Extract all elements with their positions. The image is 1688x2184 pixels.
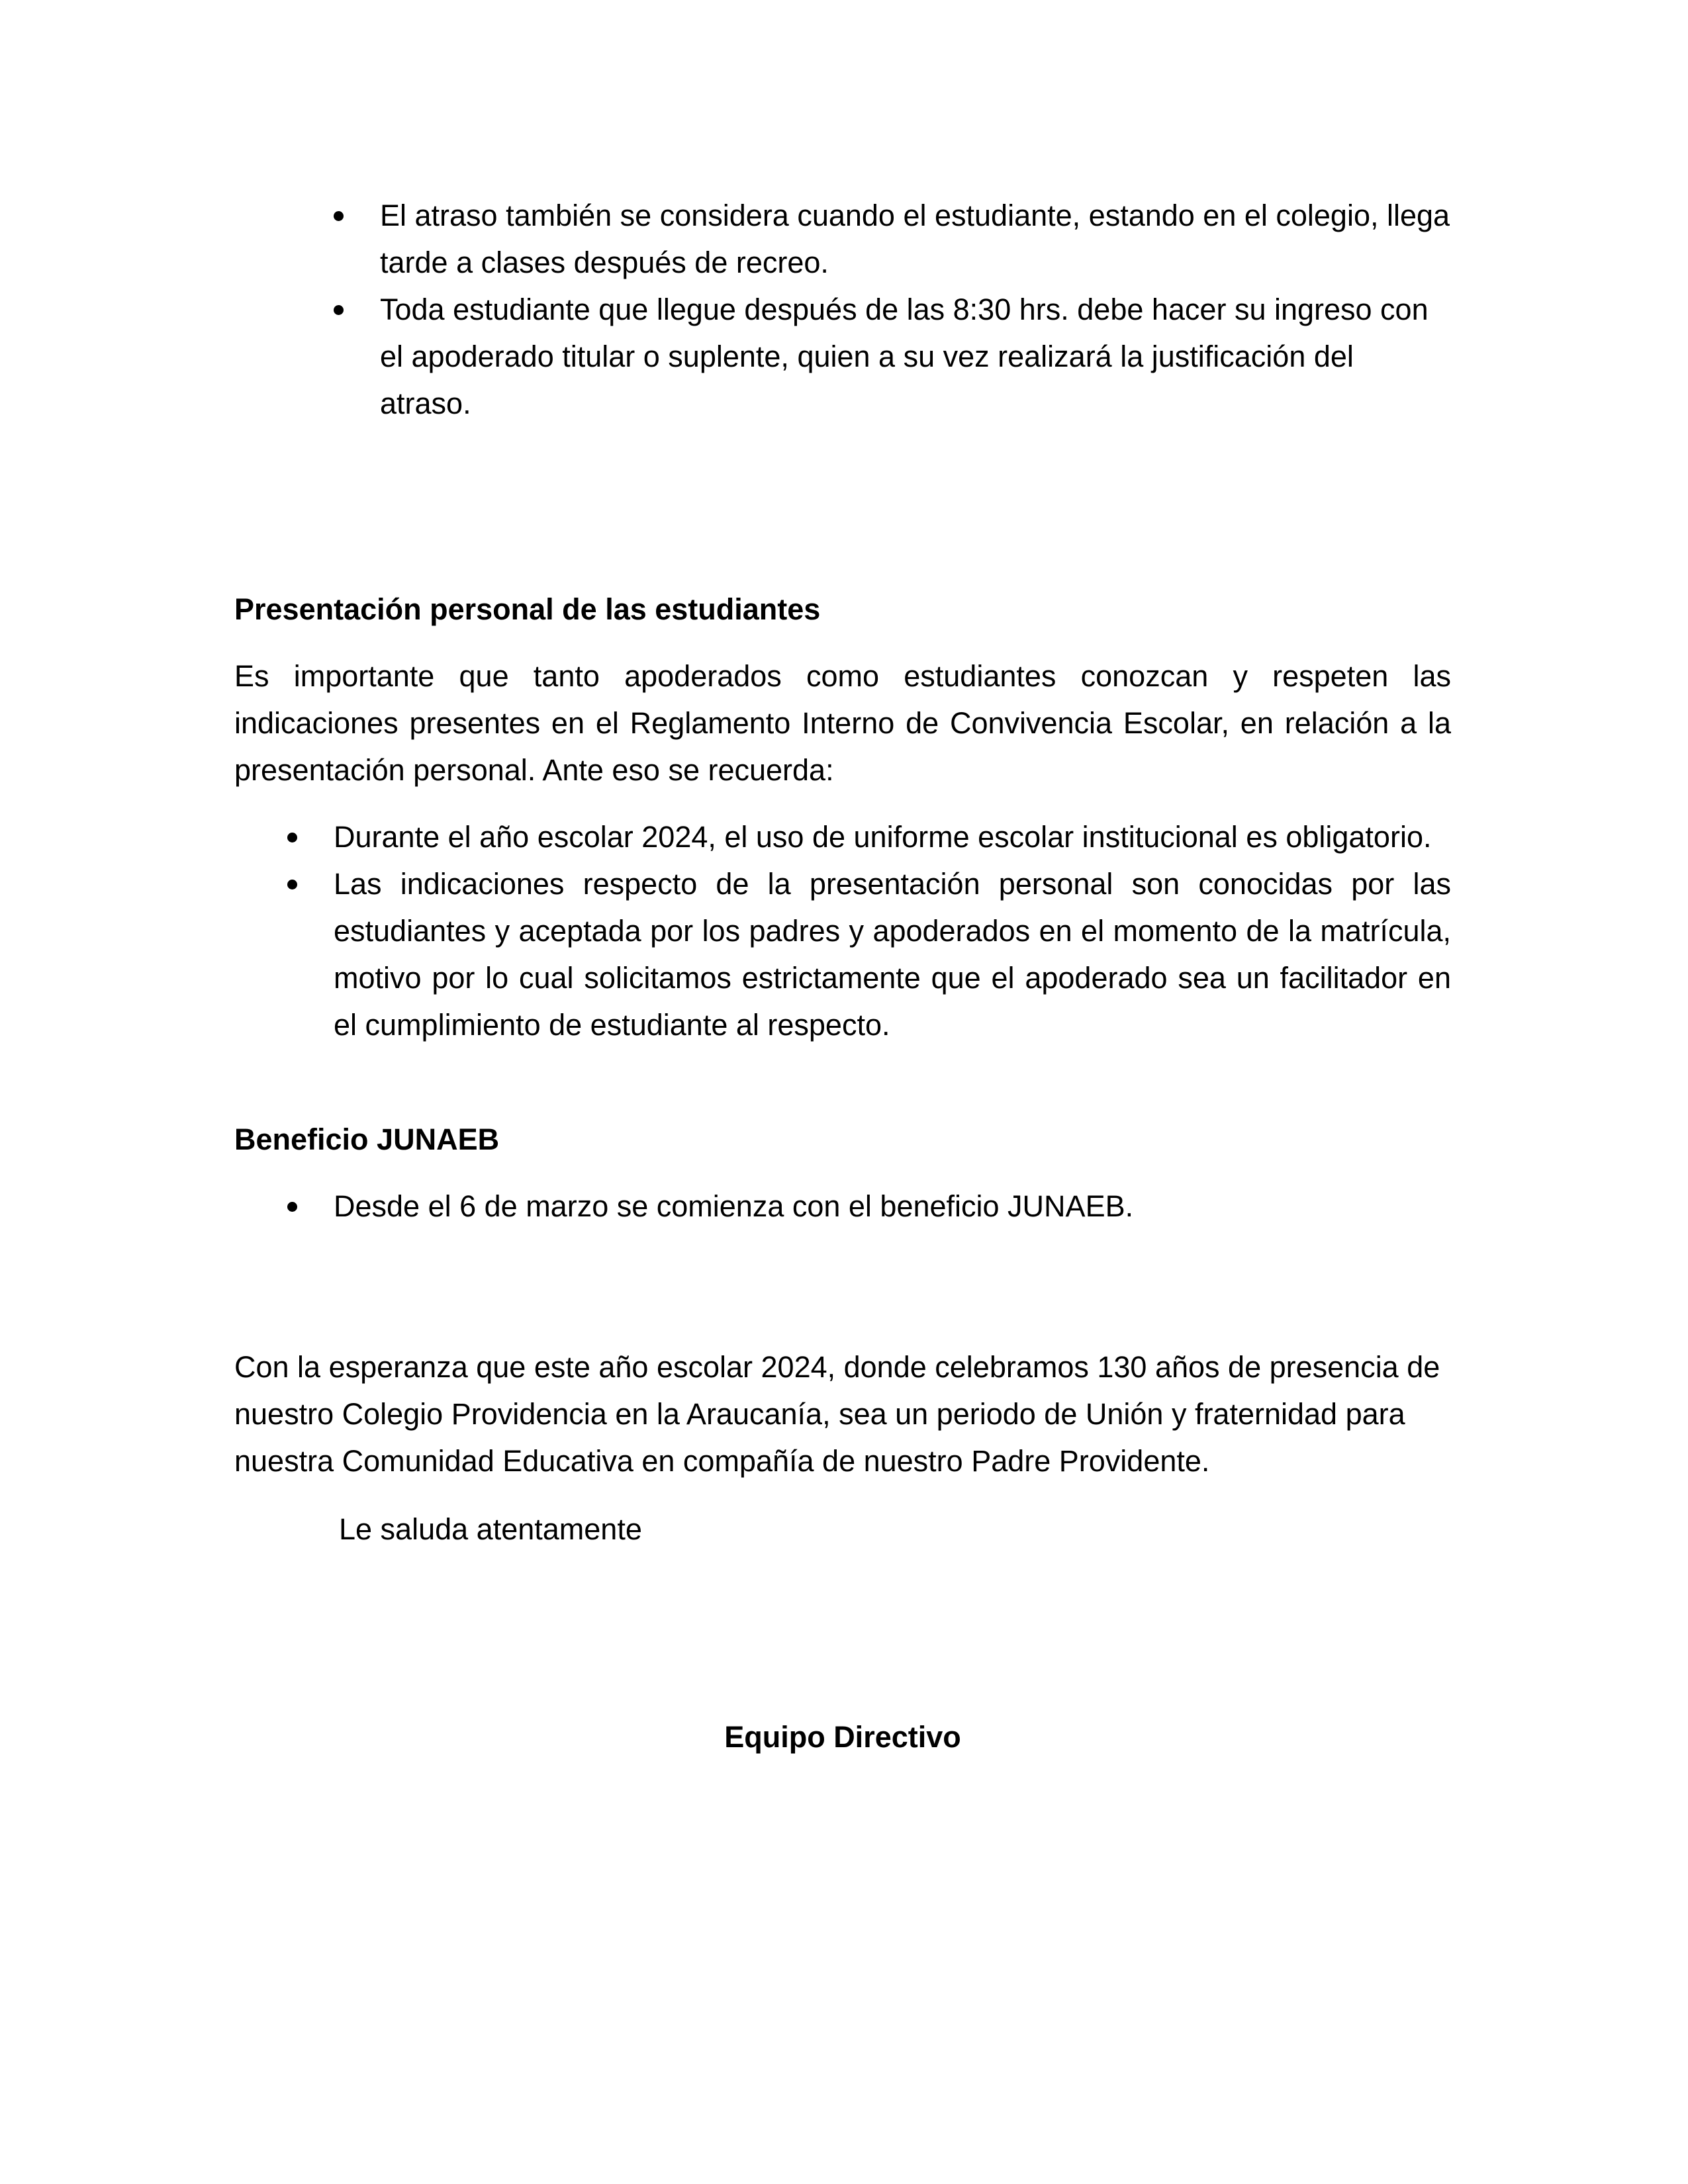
bullet-icon (287, 1202, 297, 1212)
presentacion-list (334, 813, 1451, 1048)
junaeb-list (334, 1183, 1451, 1230)
presentacion-item (334, 813, 1451, 860)
presentacion-intro: Es importante que tanto apoderados como estudiantes conozcan y respeten las indicaciones presentes en el Reglamento Interno de Convivencia Escolar, en relación a la presentación personal. Ante eso se recuerda: (234, 659, 1451, 787)
atrasos-item (380, 286, 1451, 427)
atrasos-item-text: Toda estudiante que llegue después de las 8:30 hrs. debe hacer su ingreso con el apoderado titular o suplente, quien a su vez realizará la justificación del atraso. (380, 293, 1429, 420)
bullet-icon (287, 833, 297, 842)
junaeb-heading: Beneficio JUNAEB (234, 1122, 500, 1156)
atrasos-item-text: El atraso también se considera cuando el estudiante, estando en el colegio, llega tarde a clases después de recreo. (380, 199, 1450, 279)
atrasos-list (380, 192, 1451, 427)
bullet-icon (334, 211, 344, 221)
bullet-icon (334, 305, 344, 315)
presentacion-heading: Presentación personal de las estudiantes (234, 592, 821, 626)
presentacion-item-text: Las indicaciones respecto de la presentación personal son conocidas por las estudiantes y aceptada por los padres y apoderados en el momento de la matrícula, motivo por lo cual solicitamos estrictamente que el apoderado sea un facilitador en el cumplimiento de estudiante al respecto. (334, 867, 1451, 1042)
junaeb-item-text: Desde el 6 de marzo se comienza con el beneficio JUNAEB. (334, 1189, 1134, 1223)
atrasos-item (380, 192, 1451, 286)
closing-paragraph: Con la esperanza que este año escolar 2024, donde celebramos 130 años de presencia de nuestro Colegio Providencia en la Araucanía, sea un periodo de Unión y fraternidad para nuestra Comunidad Educativa en compañía de nuestro Padre Providente. (234, 1350, 1440, 1478)
document-page (234, 192, 1451, 1760)
bullet-icon (287, 880, 297, 889)
junaeb-item (334, 1183, 1451, 1230)
presentacion-item (334, 860, 1451, 1048)
salutation: Le saluda atentamente (339, 1512, 642, 1546)
presentacion-item-text: Durante el año escolar 2024, el uso de uniforme escolar institucional es obligatorio. (334, 820, 1432, 854)
signature: Equipo Directivo (724, 1720, 961, 1754)
